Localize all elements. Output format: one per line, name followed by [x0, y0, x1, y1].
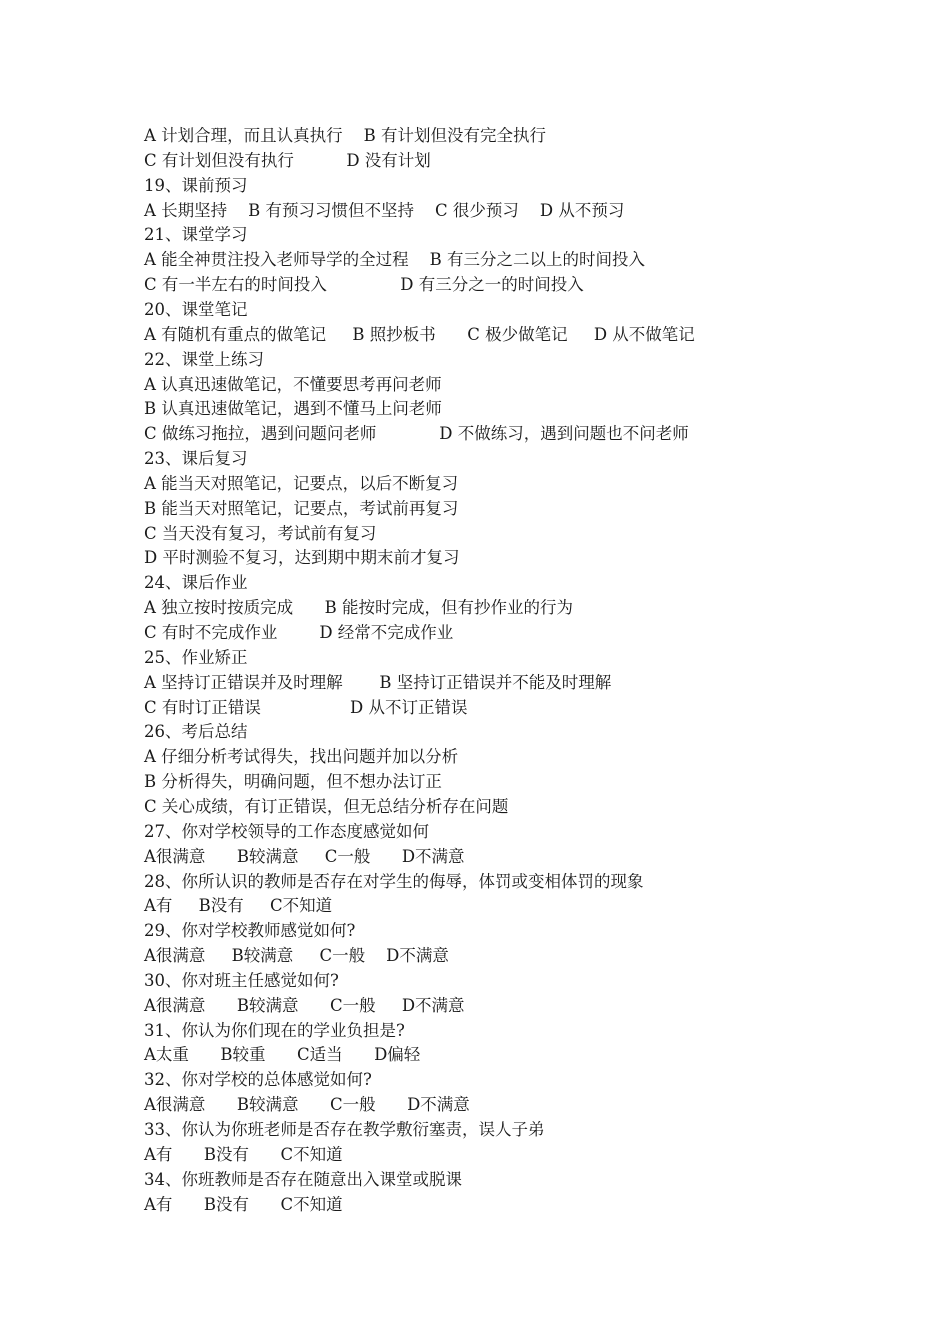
- answer-options: B 能当天对照笔记，记要点，考试前再复习: [144, 498, 459, 518]
- question-title: 28、你所认识的教师是否存在对学生的侮辱，体罚或变相体罚的现象: [144, 871, 644, 891]
- question-title: 30、你对班主任感觉如何?: [144, 970, 339, 990]
- answer-options: C 做练习拖拉，遇到问题问老师 D 不做练习，遇到问题也不问老师: [144, 424, 689, 444]
- answer-options: D 平时测验不复习，达到期中期末前才复习: [144, 548, 460, 568]
- question-title: 21、课堂学习: [144, 225, 248, 245]
- question-title: 27、你对学校领导的工作态度感觉如何: [144, 821, 429, 841]
- question-title: 19、课前预习: [144, 175, 248, 195]
- answer-options: A 长期坚持 B 有预习习惯但不坚持 C 很少预习 D 从不预习: [144, 200, 625, 220]
- question-title: 33、你认为你班老师是否存在教学敷衍塞责，误人子弟: [144, 1120, 545, 1139]
- answer-options: C 有计划但没有执行 D 没有计划: [144, 150, 431, 170]
- answer-options: A有 B没有 C不知道: [144, 896, 333, 916]
- answer-options: A 能当天对照笔记，记要点，以后不断复习: [144, 473, 459, 493]
- answer-options: C 关心成绩，有订正错误，但无总结分析存在问题: [144, 796, 509, 816]
- answer-options: C 有时不完成作业 D 经常不完成作业: [144, 623, 454, 642]
- answer-options: A有 B没有 C不知道: [144, 1194, 343, 1214]
- answer-options: A 计划合理，而且认真执行 B 有计划但没有完全执行: [144, 126, 547, 145]
- question-title: 34、你班教师是否存在随意出入课堂或脱课: [144, 1169, 462, 1189]
- question-title: 25、作业矫正: [144, 647, 248, 667]
- question-title: 31、你认为你们现在的学业负担是?: [144, 1020, 405, 1040]
- question-title: 23、课后复习: [144, 449, 248, 469]
- answer-options: A很满意 B较满意 C一般 D不满意: [144, 1095, 470, 1115]
- answer-options: C 有时订正错误 D 从不订正错误: [144, 697, 468, 717]
- answer-options: A 仔细分析考试得失，找出问题并加以分析: [144, 747, 459, 767]
- question-title: 20、课堂笔记: [144, 299, 248, 319]
- answer-options: A有 B没有 C不知道: [144, 1144, 343, 1164]
- question-title: 26、考后总结: [144, 722, 248, 742]
- answer-options: A很满意 B较满意 C一般 D不满意: [144, 946, 449, 966]
- question-title: 32、你对学校的总体感觉如何?: [144, 1070, 372, 1090]
- answer-options: B 认真迅速做笔记，遇到不懂马上问老师: [144, 399, 442, 419]
- answer-options: A很满意 B较满意 C一般 D不满意: [144, 846, 465, 866]
- answer-options: A 独立按时按质完成 B 能按时完成，但有抄作业的行为: [144, 598, 573, 618]
- answer-options: A很满意 B较满意 C一般 D不满意: [144, 995, 465, 1015]
- answer-options: A 坚持订正错误并及时理解 B 坚持订正错误并不能及时理解: [144, 672, 612, 692]
- question-title: 24、课后作业: [144, 573, 248, 593]
- answer-options: A太重 B较重 C适当 D偏轻: [144, 1045, 421, 1065]
- question-title: 22、课堂上练习: [144, 349, 264, 369]
- answer-options: C 有一半左右的时间投入 D 有三分之一的时间投入: [144, 275, 584, 295]
- question-title: 29、你对学校教师感觉如何?: [144, 921, 356, 941]
- answer-options: A 有随机有重点的做笔记 B 照抄板书 C 极少做笔记 D 从不做笔记: [144, 324, 695, 344]
- answer-options: C 当天没有复习，考试前有复习: [144, 523, 377, 543]
- answer-options: A 能全神贯注投入老师导学的全过程 B 有三分之二以上的时间投入: [144, 250, 646, 270]
- answer-options: B 分析得失，明确问题，但不想办法订正: [144, 772, 442, 792]
- answer-options: A 认真迅速做笔记，不懂要思考再问老师: [144, 374, 442, 394]
